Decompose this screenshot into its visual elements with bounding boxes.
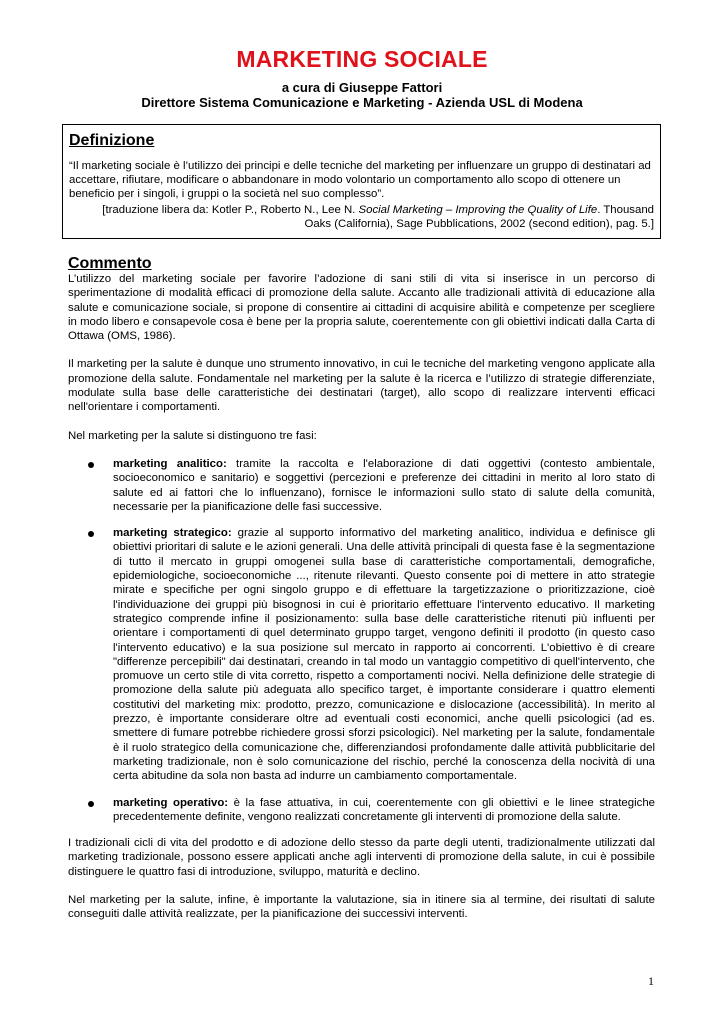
comment-body	[68, 272, 655, 936]
source-suffix: . Thousand Oaks (California), Sage Pubblications, 2002 (second edition), pag. 5.]	[304, 204, 654, 230]
phase-term: marketing analitico:	[113, 457, 227, 470]
bullet-icon	[88, 462, 94, 468]
phases-list	[68, 457, 655, 824]
definition-heading: Definizione	[69, 132, 155, 149]
definition-source	[94, 203, 654, 231]
comment-heading: Commento	[68, 255, 152, 272]
source-book-title: Social Marketing – Improving the Quality of Life	[358, 204, 598, 216]
source-prefix: [traduzione libera da: Kotler P., Roberto N., Lee N.	[102, 204, 359, 216]
phase-term: marketing strategico:	[113, 527, 232, 540]
phase-text: grazie al supporto informativo del marketing analitico, individua e definisce gli obiettivi prioritari di salute e le azioni generali. Una delle attività principali di questa fase è la segmentazione di tutto il mercato in gruppi omogenei sulla base di caratteristiche comportamentali, demografiche, epidemiologiche, socioeconomiche ..., ritenute rilevanti. Questo consente poi di mettere in atto strategie mirate e specifiche per ogni singolo gruppo e di effettuare la targetizzazione o prioritizzazione, cioè l'individuazione dei gruppi più bisognosi in cui è prioritario effettuare l'intervento educativo. Il marketing strategico comprende infine il posizionamento: sulla base delle caratteristiche ritenuti più influenti per orientare i comportamenti di quel determinato gruppo target, vengono definiti il prodotto (in questo caso l'intervento educativo) e la sua posizione sul mercato in rapporto ai concorrenti. L'obiettivo è di creare "differenze percepibili" dai destinatari, creando in tal modo un vantaggio competitivo di quell'intervento, che promuove un certo stile di vita corretto, rispetto a comportamenti nocivi. Nella definizione delle strategie di promozione della salute più adeguata allo specifico target, è importante considerare i quattro elementi costitutivi del marketing mix: prodotto, prezzo, comunicazione e dislocazione (accessibilità). In merito al prezzo, è importante considerare oltre ad eventuali costi economici, anche quelli psicologici (ad es. smettere di fumare potrebbe richiedere grossi sforzi psicologici). Nel marketing per la salute, fondamentale è il ruolo strategico della comunicazione che, differenziandosi profondamente dalle attività pubblicitarie del marketing tradizionale, non è solo comunicazione del rischio, perché la conoscenza della nocività di una certa abitudine da sola non basta ad indurre un cambiamento comportamentale.	[113, 527, 655, 783]
paragraph: Il marketing per la salute è dunque uno strumento innovativo, in cui le tecniche del marketing vengono applicate alla promozione della salute. Fondamentale nel marketing per la salute è la ricerca e l’utilizzo di strategie differenziate, modulate sulla base delle caratteristiche dei destinatari (target), allo scopo di realizzare interventi efficaci nell'orientare i comportamenti.	[68, 358, 655, 414]
list-item	[68, 457, 655, 514]
definition-quote: “Il marketing sociale è l’utilizzo dei principi e delle tecniche del marketing per influenzare un gruppo di destinatari ad accettare, rifiutare, modificare o abbandonare in modo volontario un comportamento allo scopo di ottenere un beneficio per i singoli, i gruppi o la società nel suo complesso”.	[69, 160, 651, 200]
phase-text: è la fase attuativa, in cui, coerentemente con gli obiettivi e le linee strategiche precedentemente definite, vengono realizzati concretamente gli interventi di promozione della salute.	[113, 796, 655, 823]
list-item	[68, 796, 655, 825]
paragraph: Nel marketing per la salute, infine, è importante la valutazione, sia in itinere sia al termine, dei risultati di salute conseguiti dalle attività realizzate, per la pianificazione dei successivi interventi.	[68, 893, 655, 921]
phase-text: tramite la raccolta e l'elaborazione di dati oggettivi (contesto ambientale, socioeconomico e sanitario) e soggettivi (percezioni e preferenze dei cittadini in merito al loro stato di salute ed ai fattori che lo influenzano), fornisce le informazioni sullo stato di salute della comunità, necessarie per la pianificazione delle fasi successive.	[113, 457, 655, 513]
bullet-icon	[88, 801, 94, 807]
paragraph: L’utilizzo del marketing sociale per favorire l’adozione di sani stili di vita si inserisce in un percorso di sperimentazione di modalità efficaci di promozione della salute. Accanto alle tradizionali attività di educazione alla salute e comunicazione sociale, si propone di consentire ai cittadini di acquisire abilità e competenze per scegliere in modo libero e consapevole cosa è bene per la propria salute, coerentemente con gli obiettivi indicati dalla Carta di Ottawa (OMS, 1986).	[68, 273, 655, 343]
author-role-line: Direttore Sistema Comunicazione e Marketing - Azienda USL di Modena	[141, 95, 583, 110]
list-item	[68, 526, 655, 783]
paragraph: I tradizionali cicli di vita del prodotto e di adozione dello stesso da parte degli utenti, tradizionalmente utilizzati dal marketing tradizionale, possono essere applicati anche agli interventi di promozione della salute, in cui è possibile distinguere le quattro fasi di introduzione, sviluppo, maturità e declino.	[68, 837, 655, 878]
bullet-icon	[88, 531, 94, 537]
paragraph: Nel marketing per la salute si distinguono tre fasi:	[68, 429, 317, 442]
author-line: a cura di Giuseppe Fattori	[281, 80, 443, 95]
definition-box	[62, 124, 661, 239]
document-title: MARKETING SOCIALE	[236, 46, 488, 72]
phase-term: marketing operativo:	[113, 796, 229, 809]
page-number: 1	[648, 974, 654, 988]
